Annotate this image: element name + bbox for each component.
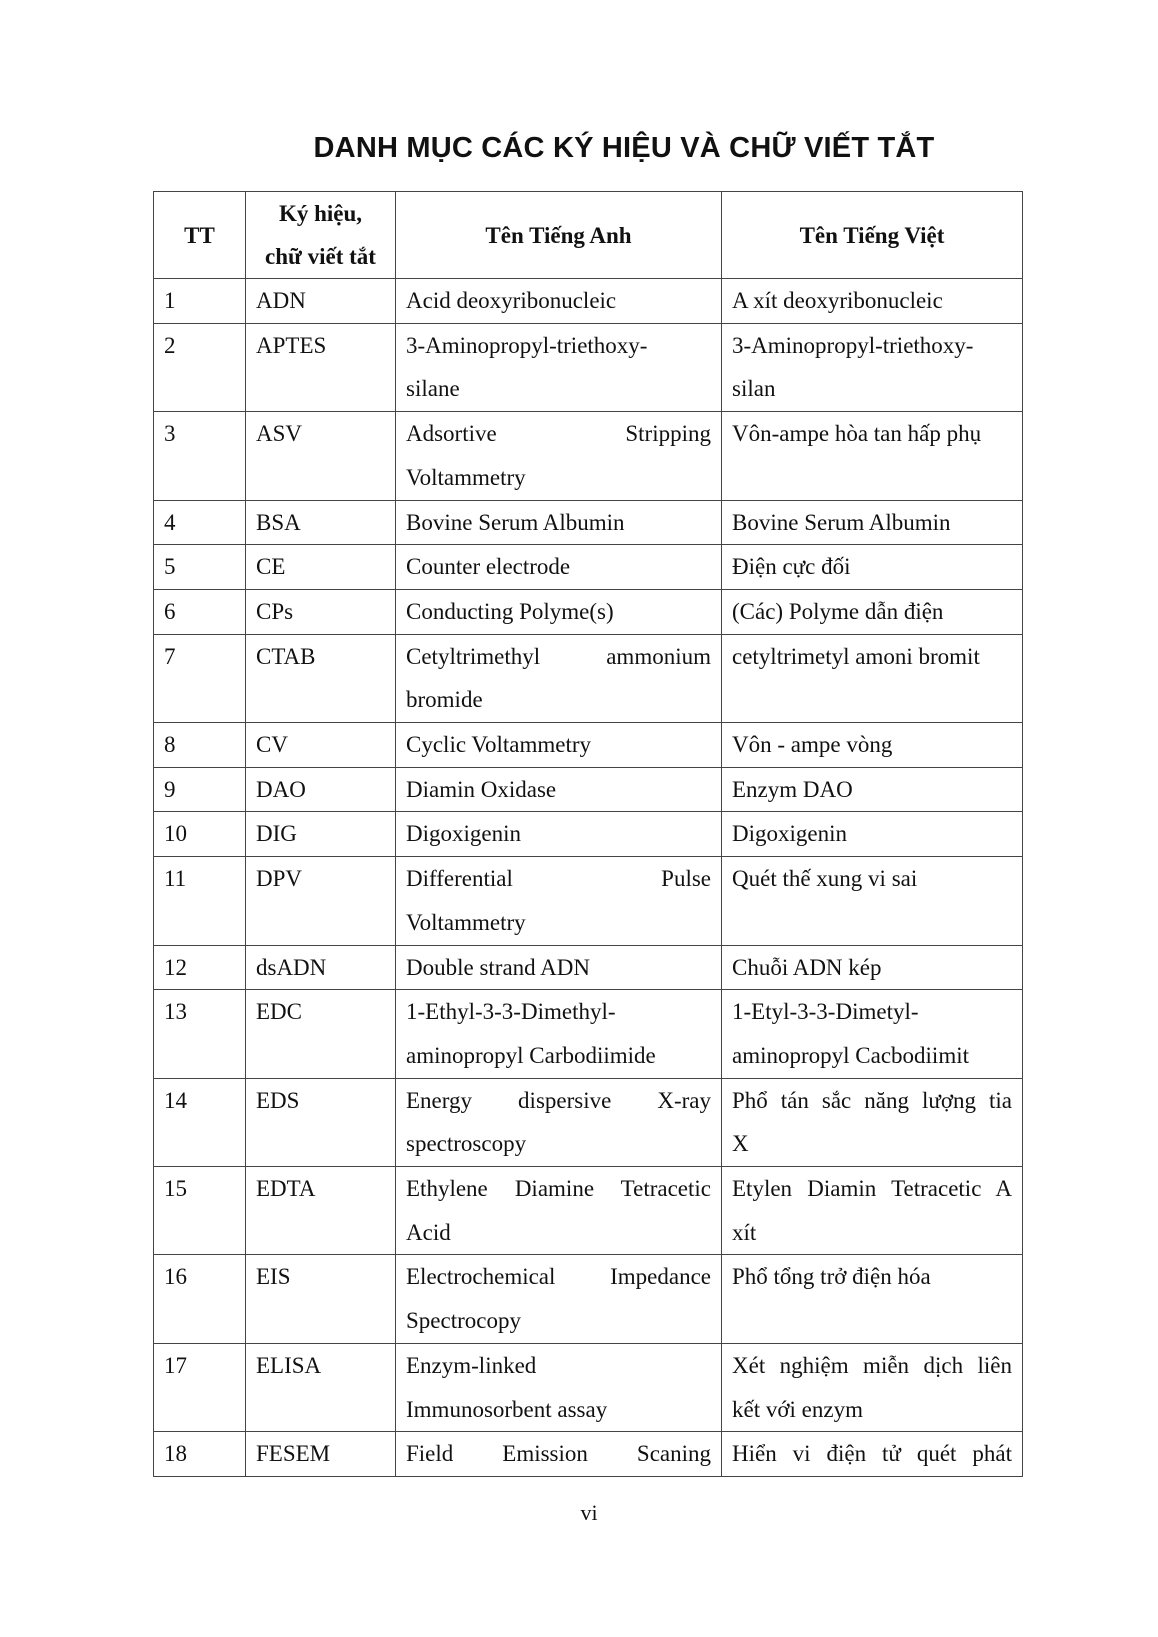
- english-name-line: silane: [406, 376, 460, 402]
- vietnamese-name-line: xít: [732, 1219, 757, 1245]
- cell-english-name: [396, 279, 722, 324]
- cell-abbreviation: DAO: [246, 767, 396, 812]
- cell-tt: 9: [154, 767, 246, 812]
- table-row: [154, 500, 1023, 545]
- table-header-row: [154, 192, 1023, 279]
- cell-abbreviation: EIS: [246, 1255, 396, 1343]
- english-name-line: Acid deoxyribonucleic: [406, 288, 617, 313]
- cell-abbreviation: ELISA: [246, 1343, 396, 1431]
- page-title: DANH MỤC CÁC KÝ HIỆU VÀ CHỮ VIẾT TẮT: [313, 132, 935, 164]
- english-name-line: Counter electrode: [406, 554, 571, 580]
- table-row: [154, 945, 1023, 990]
- cell-abbreviation: EDTA: [246, 1167, 396, 1255]
- english-name-line: Voltammetry: [406, 909, 526, 935]
- cell-tt: 5: [154, 545, 246, 590]
- vietnamese-name-line: Digoxigenin: [732, 821, 847, 847]
- cell-tt: 2: [154, 323, 246, 411]
- english-name-line: Diamin Oxidase: [406, 776, 557, 802]
- cell-english-name: [396, 545, 722, 590]
- cell-vietnamese-name: [722, 767, 1023, 812]
- cell-abbreviation: CPs: [246, 589, 396, 634]
- vietnamese-name-line: aminopropyl Cacbodiimit: [732, 1042, 969, 1068]
- vietnamese-name-line: Enzym DAO: [732, 776, 853, 802]
- english-name-line: Spectrocopy: [406, 1308, 521, 1334]
- cell-english-name: [396, 323, 722, 411]
- cell-tt: 4: [154, 500, 246, 545]
- cell-english-name: [396, 589, 722, 634]
- cell-tt: 17: [154, 1343, 246, 1431]
- english-name-line: Adsortive Stripping: [406, 421, 711, 447]
- cell-abbreviation: BSA: [246, 500, 396, 545]
- table-row: [154, 1078, 1023, 1166]
- cell-tt: 8: [154, 723, 246, 768]
- vietnamese-name-line: Điện cực đối: [732, 554, 851, 580]
- cell-vietnamese-name: [722, 545, 1023, 590]
- vietnamese-name-line: cetyltrimetyl amoni bromit: [732, 643, 980, 669]
- cell-english-name: [396, 1343, 722, 1431]
- table-row: [154, 589, 1023, 634]
- vietnamese-name-line: Chuỗi ADN kép: [732, 954, 882, 980]
- cell-english-name: [396, 767, 722, 812]
- english-name-line: Acid: [406, 1219, 451, 1245]
- cell-tt: 16: [154, 1255, 246, 1343]
- table-row: [154, 723, 1023, 768]
- cell-abbreviation: APTES: [246, 323, 396, 411]
- english-name-line: Enzym-linked: [406, 1352, 537, 1378]
- english-name-line: Bovine Serum Albumin: [406, 509, 625, 535]
- english-name-line: Field Emission Scaning: [406, 1441, 711, 1467]
- header-abbr-line1: Ký hiệu,: [278, 201, 363, 226]
- cell-abbreviation: CE: [246, 545, 396, 590]
- english-name-line: 3-Aminopropyl-triethoxy-: [406, 332, 648, 358]
- english-name-line: Electrochemical Impedance: [406, 1264, 711, 1290]
- table-row: [154, 857, 1023, 945]
- english-name-line: Conducting Polyme(s): [406, 598, 614, 624]
- cell-tt: 7: [154, 634, 246, 722]
- table-row: [154, 634, 1023, 722]
- english-name-line: Cyclic Voltammetry: [406, 732, 592, 758]
- vietnamese-name-line: Phổ tán sắc năng lượng tia: [732, 1087, 1012, 1113]
- cell-vietnamese-name: [722, 1167, 1023, 1255]
- cell-tt: 3: [154, 412, 246, 500]
- cell-tt: 1: [154, 279, 246, 324]
- cell-tt: 11: [154, 857, 246, 945]
- english-name-line: Differential Pulse: [406, 866, 711, 892]
- cell-tt: 14: [154, 1078, 246, 1166]
- vietnamese-name-line: Vôn - ampe vòng: [732, 732, 893, 758]
- cell-english-name: [396, 857, 722, 945]
- english-name-line: aminopropyl Carbodiimide: [406, 1042, 656, 1068]
- vietnamese-name-line: X: [732, 1131, 749, 1157]
- table-row: [154, 1255, 1023, 1343]
- cell-vietnamese-name: [722, 1255, 1023, 1343]
- vietnamese-name-line: Hiển vi điện tử quét phát: [732, 1441, 1012, 1467]
- cell-tt: 13: [154, 990, 246, 1078]
- vietnamese-name-line: Bovine Serum Albumin: [732, 509, 951, 535]
- cell-tt: 12: [154, 945, 246, 990]
- vietnamese-name-line: 3-Aminopropyl-triethoxy-: [732, 332, 974, 358]
- cell-vietnamese-name: [722, 1078, 1023, 1166]
- vietnamese-name-line: 1-Etyl-3-3-Dimetyl-: [732, 999, 919, 1025]
- cell-vietnamese-name: [722, 279, 1023, 324]
- header-abbr-line2: chữ viết tắt: [265, 244, 376, 269]
- cell-tt: 15: [154, 1167, 246, 1255]
- cell-vietnamese-name: [722, 1432, 1023, 1477]
- page-number: vi: [580, 1500, 598, 1525]
- cell-english-name: [396, 1078, 722, 1166]
- cell-english-name: [396, 945, 722, 990]
- cell-abbreviation: dsADN: [246, 945, 396, 990]
- cell-abbreviation: EDS: [246, 1078, 396, 1166]
- cell-abbreviation: ADN: [246, 279, 396, 324]
- english-name-line: Energy dispersive X-ray: [406, 1087, 711, 1113]
- english-name-line: Immunosorbent assay: [406, 1396, 608, 1422]
- vietnamese-name-line: Phổ tổng trở điện hóa: [732, 1264, 931, 1290]
- cell-english-name: [396, 723, 722, 768]
- cell-vietnamese-name: [722, 723, 1023, 768]
- table-row: [154, 812, 1023, 857]
- table-row: [154, 279, 1023, 324]
- table-row: [154, 1432, 1023, 1477]
- cell-abbreviation: CV: [246, 723, 396, 768]
- cell-tt: 10: [154, 812, 246, 857]
- english-name-line: Double strand ADN: [406, 954, 590, 980]
- cell-vietnamese-name: [722, 812, 1023, 857]
- cell-vietnamese-name: [722, 634, 1023, 722]
- cell-english-name: [396, 500, 722, 545]
- cell-english-name: [396, 412, 722, 500]
- cell-abbreviation: CTAB: [246, 634, 396, 722]
- cell-abbreviation: DIG: [246, 812, 396, 857]
- vietnamese-name-line: (Các) Polyme dẫn điện: [732, 598, 944, 624]
- cell-tt: 6: [154, 589, 246, 634]
- english-name-line: Ethylene Diamine Tetracetic: [406, 1176, 711, 1202]
- cell-vietnamese-name: [722, 589, 1023, 634]
- cell-vietnamese-name: [722, 323, 1023, 411]
- cell-abbreviation: FESEM: [246, 1432, 396, 1477]
- english-name-line: Voltammetry: [406, 464, 526, 490]
- english-name-line: Cetyltrimethyl ammonium: [406, 643, 711, 669]
- english-name-line: spectroscopy: [406, 1131, 527, 1157]
- cell-english-name: [396, 812, 722, 857]
- cell-english-name: [396, 1432, 722, 1477]
- cell-vietnamese-name: [722, 945, 1023, 990]
- cell-english-name: [396, 1255, 722, 1343]
- vietnamese-name-line: A xít deoxyribonucleic: [732, 288, 943, 313]
- table-row: [154, 323, 1023, 411]
- table-row: [154, 1343, 1023, 1431]
- cell-vietnamese-name: [722, 1343, 1023, 1431]
- table-row: [154, 412, 1023, 500]
- header-vietnamese-name: Tên Tiếng Việt: [722, 192, 1023, 279]
- english-name-line: 1-Ethyl-3-3-Dimethyl-: [406, 999, 616, 1025]
- cell-abbreviation: EDC: [246, 990, 396, 1078]
- cell-english-name: [396, 634, 722, 722]
- table-row: [154, 545, 1023, 590]
- cell-abbreviation: DPV: [246, 857, 396, 945]
- english-name-line: Digoxigenin: [406, 821, 521, 847]
- header-english-name: Tên Tiếng Anh: [396, 192, 722, 279]
- vietnamese-name-line: silan: [732, 376, 776, 402]
- table-row: [154, 990, 1023, 1078]
- vietnamese-name-line: kết với enzym: [732, 1396, 863, 1422]
- cell-english-name: [396, 1167, 722, 1255]
- abbreviation-table: [153, 191, 1023, 1477]
- cell-abbreviation: ASV: [246, 412, 396, 500]
- cell-vietnamese-name: [722, 990, 1023, 1078]
- vietnamese-name-line: Vôn-ampe hòa tan hấp phụ: [732, 421, 982, 447]
- english-name-line: bromide: [406, 687, 483, 713]
- vietnamese-name-line: Quét thế xung vi sai: [732, 866, 918, 892]
- cell-vietnamese-name: [722, 500, 1023, 545]
- table-row: [154, 767, 1023, 812]
- header-abbreviation: [246, 192, 396, 279]
- cell-vietnamese-name: [722, 857, 1023, 945]
- table-body: [154, 279, 1023, 1477]
- table-row: [154, 1167, 1023, 1255]
- cell-english-name: [396, 990, 722, 1078]
- header-tt: TT: [154, 192, 246, 279]
- vietnamese-name-line: Xét nghiệm miễn dịch liên: [732, 1352, 1012, 1378]
- cell-tt: 18: [154, 1432, 246, 1477]
- cell-vietnamese-name: [722, 412, 1023, 500]
- vietnamese-name-line: Etylen Diamin Tetracetic A: [732, 1176, 1012, 1202]
